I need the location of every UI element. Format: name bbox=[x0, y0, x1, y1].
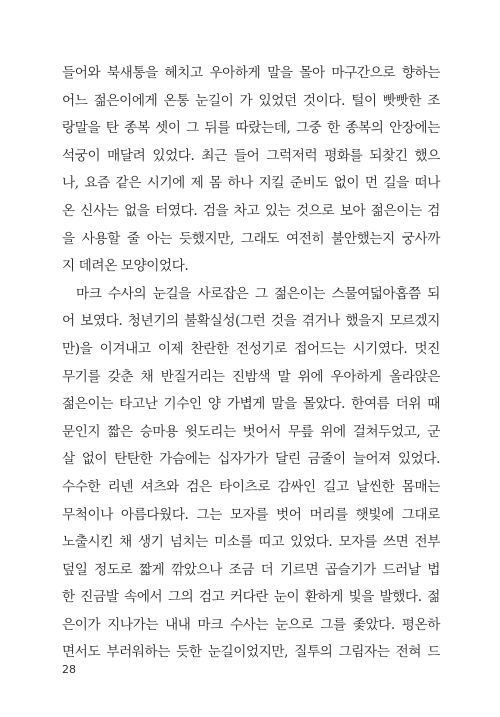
text-line: 랑말을 탄 종복 셋이 그 뒤를 따랐는데, 그중 한 종복의 안장에는 bbox=[62, 120, 440, 137]
text-line: 면서도 부러워하는 듯한 눈길이었지만, 질투의 그림자는 전혀 드 bbox=[62, 644, 440, 661]
text-line: 온 신사는 없을 터였다. 검을 차고 있는 것으로 보아 젊은이는 검 bbox=[62, 202, 440, 219]
text-line: 무기를 갖춘 채 반질거리는 진밤색 말 위에 우아하게 올라앉은 bbox=[62, 368, 440, 385]
text-line: 나, 요즘 같은 시기에 제 몸 하나 지킬 준비도 없이 먼 길을 떠나 bbox=[62, 175, 440, 192]
text-line: 석궁이 매달려 있었다. 최근 들어 그럭저럭 평화를 되찾긴 했으 bbox=[62, 147, 440, 164]
page-number: 28 bbox=[62, 663, 76, 676]
text-line: 을 사용할 줄 아는 듯했지만, 그래도 여전히 불안했는지 궁사까 bbox=[62, 230, 440, 247]
text-line: 살 없이 탄탄한 가슴에는 십자가가 달린 금줄이 늘어져 있었다. bbox=[62, 451, 440, 468]
body-text bbox=[62, 60, 440, 667]
text-line: 무척이나 아름다웠다. 그는 모자를 벗어 머리를 햇빛에 그대로 bbox=[62, 506, 440, 523]
text-line: 문인지 짧은 승마용 윗도리는 벗어서 무릎 위에 걸쳐두었고, 군 bbox=[62, 423, 440, 440]
text-line: 지 데려온 모양이었다. bbox=[62, 258, 189, 275]
text-line: 수수한 리넨 셔츠와 검은 타이츠로 감싸인 길고 날씬한 몸매는 bbox=[62, 478, 440, 495]
text-line: 만)을 이겨내고 이제 찬란한 전성기로 접어드는 시기였다. 멋진 bbox=[62, 340, 440, 357]
text-line: 은이가 지나가는 내내 마크 수사는 눈으로 그를 좇았다. 평온하 bbox=[62, 616, 440, 633]
text-line: 노출시킨 채 생기 넘치는 미소를 띠고 있었다. 모자를 쓰면 전부 bbox=[62, 534, 440, 551]
text-line: 어느 젊은이에게 온통 눈길이 가 있었던 것이다. 털이 빳빳한 조 bbox=[62, 92, 440, 109]
text-line: 들어와 북새통을 헤치고 우아하게 말을 몰아 마구간으로 향하는 bbox=[62, 65, 440, 81]
text-line: 마크 수사의 눈길을 사로잡은 그 젊은이는 스물여덟아홉쯤 되 bbox=[76, 285, 440, 302]
text-line: 젊은이는 타고난 기수인 양 가볍게 말을 몰았다. 한여름 더위 때 bbox=[62, 396, 440, 413]
text-line: 한 진금발 속에서 그의 검고 커다란 눈이 환하게 빛을 발했다. 젊 bbox=[62, 589, 440, 606]
text-line: 어 보였다. 청년기의 불확실성(그런 것을 겪거나 했을지 모르겠지 bbox=[62, 313, 440, 330]
text-line: 덮일 정도로 짧게 깎았으나 조금 더 기르면 곱슬기가 드러날 법 bbox=[62, 561, 440, 578]
